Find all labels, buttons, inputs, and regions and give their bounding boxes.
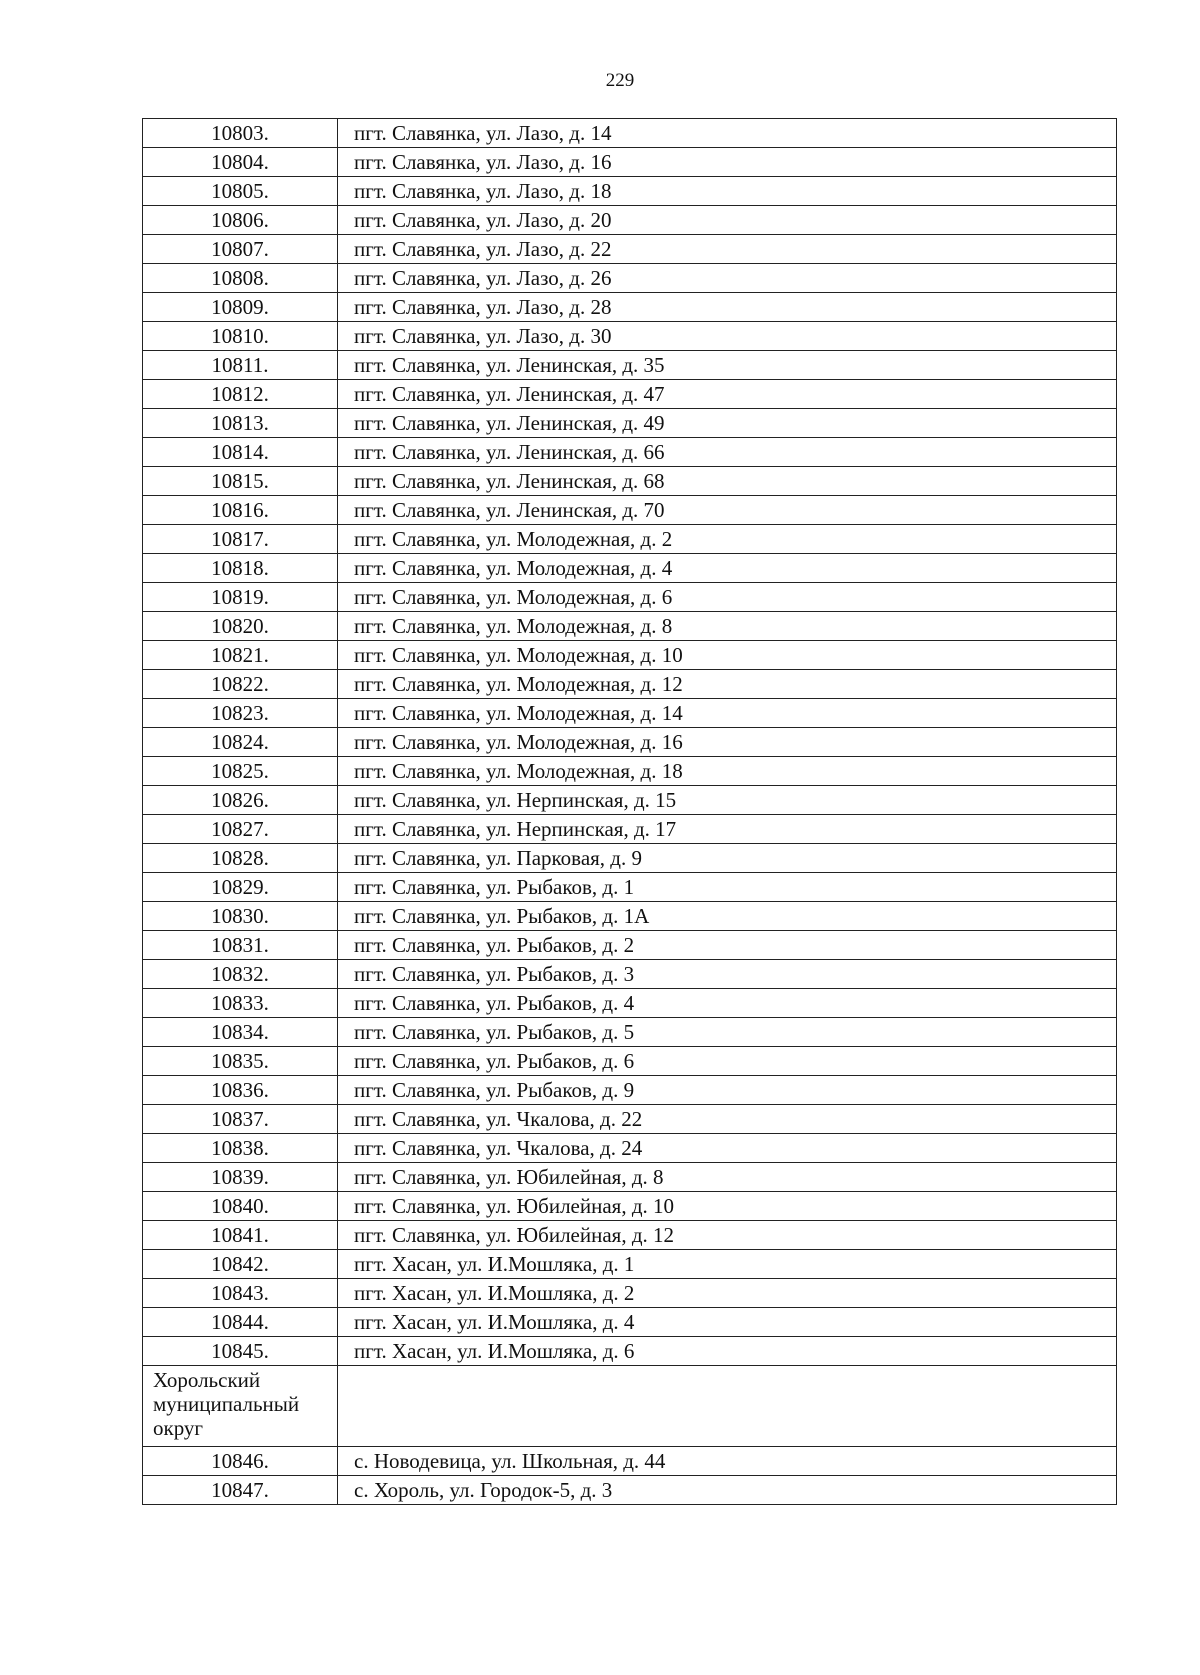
row-address: пгт. Славянка, ул. Ленинская, д. 49	[338, 409, 1117, 438]
row-address: пгт. Славянка, ул. Лазо, д. 18	[338, 177, 1117, 206]
row-number: 10846.	[143, 1447, 338, 1476]
table-row	[143, 177, 1117, 206]
table-row	[143, 583, 1117, 612]
row-address: пгт. Славянка, ул. Лазо, д. 20	[338, 206, 1117, 235]
row-address: пгт. Хасан, ул. И.Мошляка, д. 4	[338, 1308, 1117, 1337]
row-address: пгт. Славянка, ул. Чкалова, д. 22	[338, 1105, 1117, 1134]
row-address: пгт. Славянка, ул. Молодежная, д. 16	[338, 728, 1117, 757]
table-row	[143, 554, 1117, 583]
row-address: пгт. Славянка, ул. Ленинская, д. 35	[338, 351, 1117, 380]
table-row	[143, 989, 1117, 1018]
row-address: пгт. Хасан, ул. И.Мошляка, д. 2	[338, 1279, 1117, 1308]
row-number: 10835.	[143, 1047, 338, 1076]
table-row	[143, 1105, 1117, 1134]
table-row	[143, 641, 1117, 670]
row-number: 10805.	[143, 177, 338, 206]
table-row	[143, 670, 1117, 699]
row-number: 10834.	[143, 1018, 338, 1047]
row-number: 10830.	[143, 902, 338, 931]
row-number: 10840.	[143, 1192, 338, 1221]
table-row	[143, 525, 1117, 554]
row-number: 10807.	[143, 235, 338, 264]
table-row	[143, 1018, 1117, 1047]
row-number: 10828.	[143, 844, 338, 873]
row-address: пгт. Славянка, ул. Молодежная, д. 14	[338, 699, 1117, 728]
row-address: пгт. Славянка, ул. Лазо, д. 28	[338, 293, 1117, 322]
row-number: 10804.	[143, 148, 338, 177]
table-row	[143, 235, 1117, 264]
row-address: пгт. Славянка, ул. Лазо, д. 30	[338, 322, 1117, 351]
section-row	[143, 1366, 1117, 1447]
row-number: 10810.	[143, 322, 338, 351]
row-number: 10819.	[143, 583, 338, 612]
row-number: 10837.	[143, 1105, 338, 1134]
row-address: пгт. Славянка, ул. Рыбаков, д. 5	[338, 1018, 1117, 1047]
row-address: пгт. Славянка, ул. Ленинская, д. 68	[338, 467, 1117, 496]
table-row	[143, 1447, 1117, 1476]
row-number: 10813.	[143, 409, 338, 438]
row-number: 10833.	[143, 989, 338, 1018]
row-number: 10820.	[143, 612, 338, 641]
table-row	[143, 873, 1117, 902]
row-address: с. Хороль, ул. Городок-5, д. 3	[338, 1476, 1117, 1505]
row-number: 10825.	[143, 757, 338, 786]
row-address: пгт. Славянка, ул. Нерпинская, д. 17	[338, 815, 1117, 844]
row-address: пгт. Славянка, ул. Рыбаков, д. 4	[338, 989, 1117, 1018]
row-number: 10803.	[143, 119, 338, 148]
table-body-secondary	[143, 1447, 1117, 1505]
table-row	[143, 322, 1117, 351]
row-number: 10844.	[143, 1308, 338, 1337]
row-address: пгт. Славянка, ул. Молодежная, д. 8	[338, 612, 1117, 641]
row-number: 10826.	[143, 786, 338, 815]
row-address: пгт. Славянка, ул. Рыбаков, д. 1А	[338, 902, 1117, 931]
row-number: 10843.	[143, 1279, 338, 1308]
table-row	[143, 264, 1117, 293]
table-row	[143, 1221, 1117, 1250]
table-row	[143, 1047, 1117, 1076]
row-address: пгт. Славянка, ул. Юбилейная, д. 8	[338, 1163, 1117, 1192]
table-row	[143, 206, 1117, 235]
row-address: пгт. Славянка, ул. Молодежная, д. 18	[338, 757, 1117, 786]
row-number: 10818.	[143, 554, 338, 583]
table-row	[143, 1279, 1117, 1308]
table-row	[143, 1308, 1117, 1337]
row-number: 10809.	[143, 293, 338, 322]
row-address: пгт. Славянка, ул. Молодежная, д. 12	[338, 670, 1117, 699]
table-row	[143, 757, 1117, 786]
row-number: 10839.	[143, 1163, 338, 1192]
row-address: пгт. Хасан, ул. И.Мошляка, д. 6	[338, 1337, 1117, 1366]
row-number: 10824.	[143, 728, 338, 757]
table-row	[143, 728, 1117, 757]
table-row	[143, 612, 1117, 641]
row-number: 10838.	[143, 1134, 338, 1163]
table-row	[143, 1476, 1117, 1505]
table-row	[143, 119, 1117, 148]
row-address: пгт. Славянка, ул. Юбилейная, д. 12	[338, 1221, 1117, 1250]
row-address: с. Новодевица, ул. Школьная, д. 44	[338, 1447, 1117, 1476]
row-number: 10847.	[143, 1476, 338, 1505]
table-row	[143, 1134, 1117, 1163]
row-address: пгт. Славянка, ул. Ленинская, д. 47	[338, 380, 1117, 409]
section-label: Хорольский муниципальный округ	[143, 1366, 338, 1447]
row-address: пгт. Славянка, ул. Молодежная, д. 4	[338, 554, 1117, 583]
table-row	[143, 467, 1117, 496]
row-address: пгт. Славянка, ул. Ленинская, д. 66	[338, 438, 1117, 467]
row-address: пгт. Славянка, ул. Лазо, д. 14	[338, 119, 1117, 148]
table-row	[143, 699, 1117, 728]
table-row	[143, 1250, 1117, 1279]
row-number: 10832.	[143, 960, 338, 989]
table-row	[143, 1192, 1117, 1221]
row-number: 10814.	[143, 438, 338, 467]
row-address: пгт. Славянка, ул. Рыбаков, д. 6	[338, 1047, 1117, 1076]
row-number: 10829.	[143, 873, 338, 902]
row-number: 10823.	[143, 699, 338, 728]
row-address: пгт. Славянка, ул. Рыбаков, д. 2	[338, 931, 1117, 960]
row-number: 10812.	[143, 380, 338, 409]
row-address: пгт. Славянка, ул. Рыбаков, д. 9	[338, 1076, 1117, 1105]
page-number: 229	[605, 70, 635, 91]
row-address: пгт. Славянка, ул. Рыбаков, д. 1	[338, 873, 1117, 902]
table-row	[143, 960, 1117, 989]
table-row	[143, 380, 1117, 409]
row-address: пгт. Славянка, ул. Молодежная, д. 6	[338, 583, 1117, 612]
row-number: 10842.	[143, 1250, 338, 1279]
table-row	[143, 351, 1117, 380]
table-row	[143, 1337, 1117, 1366]
row-address: пгт. Славянка, ул. Парковая, д. 9	[338, 844, 1117, 873]
address-table	[142, 118, 1117, 1505]
row-address: пгт. Славянка, ул. Нерпинская, д. 15	[338, 786, 1117, 815]
row-number: 10811.	[143, 351, 338, 380]
row-address: пгт. Славянка, ул. Рыбаков, д. 3	[338, 960, 1117, 989]
row-number: 10806.	[143, 206, 338, 235]
row-number: 10841.	[143, 1221, 338, 1250]
row-number: 10816.	[143, 496, 338, 525]
table-row	[143, 844, 1117, 873]
section-empty-cell	[338, 1366, 1117, 1447]
row-number: 10836.	[143, 1076, 338, 1105]
table-row	[143, 293, 1117, 322]
table-row	[143, 1163, 1117, 1192]
row-number: 10817.	[143, 525, 338, 554]
row-address: пгт. Славянка, ул. Юбилейная, д. 10	[338, 1192, 1117, 1221]
table-section	[143, 1366, 1117, 1447]
table-row	[143, 902, 1117, 931]
row-address: пгт. Славянка, ул. Молодежная, д. 10	[338, 641, 1117, 670]
table-row	[143, 409, 1117, 438]
row-address: пгт. Славянка, ул. Молодежная, д. 2	[338, 525, 1117, 554]
table-row	[143, 931, 1117, 960]
row-number: 10822.	[143, 670, 338, 699]
table-row	[143, 815, 1117, 844]
row-address: пгт. Хасан, ул. И.Мошляка, д. 1	[338, 1250, 1117, 1279]
row-address: пгт. Славянка, ул. Лазо, д. 22	[338, 235, 1117, 264]
table-row	[143, 438, 1117, 467]
row-number: 10845.	[143, 1337, 338, 1366]
row-address: пгт. Славянка, ул. Лазо, д. 16	[338, 148, 1117, 177]
row-address: пгт. Славянка, ул. Ленинская, д. 70	[338, 496, 1117, 525]
table-row	[143, 786, 1117, 815]
row-number: 10831.	[143, 931, 338, 960]
table-row	[143, 148, 1117, 177]
row-number: 10827.	[143, 815, 338, 844]
row-number: 10808.	[143, 264, 338, 293]
row-address: пгт. Славянка, ул. Чкалова, д. 24	[338, 1134, 1117, 1163]
table-body-primary	[143, 119, 1117, 1366]
row-number: 10821.	[143, 641, 338, 670]
table-row	[143, 1076, 1117, 1105]
row-number: 10815.	[143, 467, 338, 496]
table-row	[143, 496, 1117, 525]
row-address: пгт. Славянка, ул. Лазо, д. 26	[338, 264, 1117, 293]
